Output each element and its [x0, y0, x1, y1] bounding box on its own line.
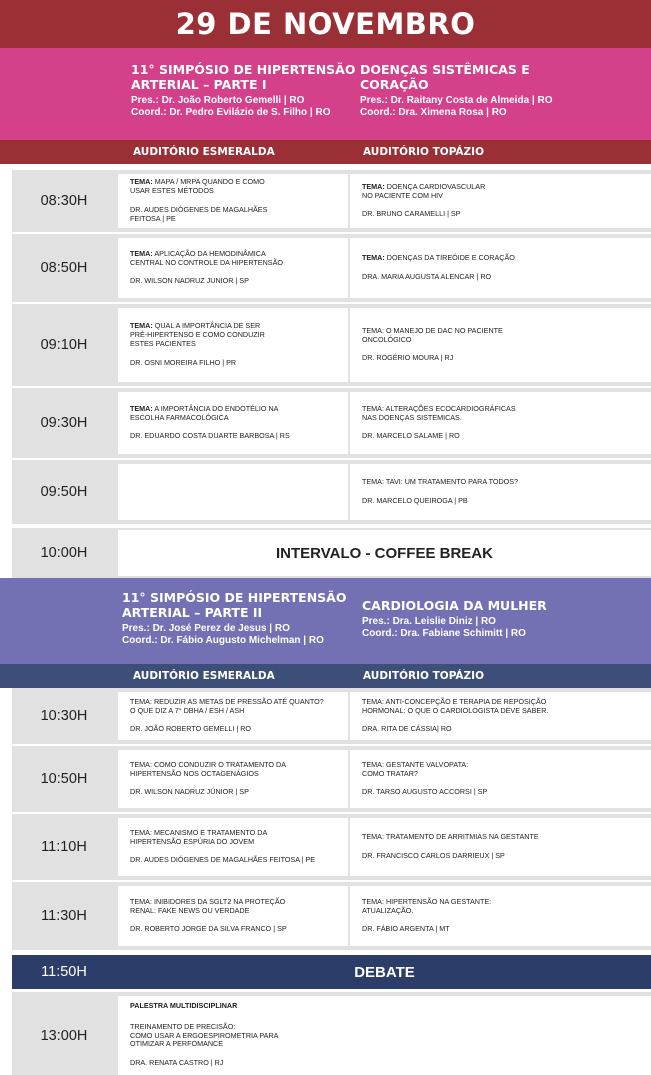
talk-cell-right: [350, 308, 651, 382]
session1-left-title-2: ARTERIAL – PARTE I: [131, 77, 267, 92]
tema-text: A IMPORTÂNCIA DO ENDOTÉLIO NA: [152, 403, 279, 413]
speaker: DR. AUDES DIÓGENES DE MAGALHÃES: [130, 205, 268, 214]
schedule-row-0830: [12, 170, 651, 232]
talk-cell-left-empty: [118, 464, 348, 520]
session2-band: [0, 578, 651, 664]
time-label: 13:00H: [40, 1027, 88, 1044]
tema-text: DOENÇA CARDIOVASCULAR: [384, 181, 486, 191]
talk-line-1: TREINAMENTO DE PRECISÃO:: [130, 1021, 236, 1031]
time-label: 10:50H: [40, 771, 88, 787]
tema-text-2: COMO TRATAR?: [362, 768, 418, 778]
aud-topazio-label: AUDITÓRIO TOPÁZIO: [363, 670, 485, 682]
session1-right-coord: Coord.: Dra. Ximena Rosa | RO: [360, 107, 507, 118]
speaker: DRA. RITA DE CÁSSIA| RO: [362, 724, 452, 734]
tema-text-2: RENAL: FAKE NEWS OU VERDADE: [130, 905, 250, 915]
tema-text-2: CENTRAL NO CONTROLE DA HIPERTENSÃO: [130, 257, 283, 267]
date-header: 29 DE NOVEMBRO: [0, 0, 651, 48]
schedule-row-1130: [12, 882, 651, 950]
session2-left-pres: Pres.: Dr. José Perez de Jesus | RO: [122, 623, 290, 634]
tema-text: TEMA: REDUZIR AS METAS DE PRESSÃO ATÉ QUANTO?: [130, 696, 324, 706]
coffee-break-label: INTERVALO - COFFEE BREAK: [118, 530, 651, 576]
coffee-break-row: [12, 528, 651, 578]
talk-line-2: COMO USAR A ERGOESPIROMETRIA PARA: [130, 1030, 279, 1040]
tema-text: TEMA: TAVI: UM TRATAMENTO PARA TODOS?: [362, 477, 519, 487]
speaker: DR. WILSON NADRUZ JÚNIOR | SP: [130, 787, 249, 797]
time-label: 10:30H: [40, 708, 88, 724]
talk-cell-right: [350, 818, 651, 876]
tema-text: TEMA: TRATAMENTO DE ARRITMIAS NA GESTANTE: [362, 832, 539, 842]
talk-cell-left: [118, 174, 348, 228]
tema-text: APLICAÇÃO DA HEMODINÂMICA: [152, 248, 266, 258]
tema-label: TEMA:: [130, 403, 153, 413]
time-label: 09:10H: [40, 337, 88, 353]
talk-cell-right: [350, 174, 651, 228]
speaker: DR. MARCELO QUEIROGA | PB: [362, 496, 468, 505]
tema-text-3: ESTES PACIENTES: [130, 339, 196, 348]
tema-text-2: ONCOLÓGICO: [362, 334, 412, 344]
tema-text: DOENÇAS DA TIREÓIDE E CORAÇÃO: [384, 253, 515, 263]
speaker: DR. FRANCISCO CARLOS DARRIEUX | SP: [362, 851, 505, 860]
session1-left-coord: Coord.: Dr. Pedro Evilázio de S. Filho | RO: [131, 107, 331, 118]
tema-label: TEMA:: [130, 177, 153, 187]
session1-right-title-2: CORAÇÃO: [360, 77, 429, 92]
tema-text: TEMA: COMO CONDUZIR O TRATAMENTO DA: [130, 759, 286, 769]
schedule-row-1030: [12, 688, 651, 744]
tema-text: QUAL A IMPORTÂNCIA DE SER: [152, 321, 261, 331]
debate-row: [12, 955, 651, 989]
talk-cell-left: [118, 692, 348, 740]
tema-text: TEMA: MECANISMO E TRATAMENTO DA: [130, 827, 268, 837]
schedule-row-1110: [12, 814, 651, 880]
session2-right-title-1: CARDIOLOGIA DA MULHER: [362, 598, 547, 613]
tema-text: TEMA: INIBIDORES DA SGLT2 NA PROTEÇÃO: [130, 896, 286, 906]
aud-esmeralda-label: AUDITÓRIO ESMERALDA: [133, 670, 275, 682]
tema-text: TEMA: ALTERAÇÕES ECOCARDIOGRÁFICAS: [362, 403, 516, 413]
session2-right: [362, 598, 547, 640]
talk-cell-left: [118, 392, 348, 454]
talk-cell-left: [118, 886, 348, 946]
tema-text: TEMA: HIPERTENSÃO NA GESTANTE:: [362, 896, 492, 906]
session1-auditorium-bar: [0, 140, 651, 164]
speaker: DRA. MARIA AUGUSTA ALENCAR | RO: [362, 272, 492, 281]
talk-line-3: OTIMIZAR A PERFOMANCE: [130, 1039, 224, 1049]
speaker: DR. AUDES DIÓGENES DE MAGALHÃES FEITOSA | PE: [130, 855, 316, 865]
speaker: DR. ROBERTO JORGE DA SILVA FRANCO | SP: [130, 924, 287, 934]
time-label: 09:50H: [40, 484, 88, 500]
schedule-row-0950: [12, 460, 651, 524]
session2-left-title-2: ARTERIAL – PARTE II: [122, 605, 263, 620]
session2-left-coord: Coord.: Dr. Fábio Augusto Michelman | RO: [122, 635, 324, 646]
tema-text: TEMA: O MANEJO DE DAC NO PACIENTE: [362, 325, 503, 335]
session2-left-title-1: 11° SIMPÓSIO DE HIPERTENSÃO: [122, 590, 347, 605]
tema-text-2: HIPERTENSÃO ESPÚRIA DO JOVEM: [130, 836, 255, 846]
speaker: DR. MARCELO SALAME | RO: [362, 431, 460, 441]
speaker: DR. WILSON NADRUZ JUNIOR | SP: [130, 276, 249, 286]
tema-text-2: PRÉ-HIPERTENSO E COMO CONDUZIR: [130, 330, 265, 340]
palestra-heading: PALESTRA MULTIDISCIPLINAR: [130, 1001, 238, 1010]
speaker: DR. OSNI MOREIRA FILHO | PR: [130, 357, 237, 367]
speaker: DR. TARSO AUGUSTO ACCORSI | SP: [362, 787, 488, 797]
talk-cell-multidisciplinar: [118, 996, 651, 1075]
tema-text-2: NO PACIENTE COM HIV: [362, 190, 443, 200]
session1-left-pres: Pres.: Dr. João Roberto Gemelli | RO: [131, 95, 305, 106]
tema-text: TEMA: GESTANTE VALVOPATA:: [362, 759, 469, 769]
session2-auditorium-bar: [0, 664, 651, 688]
tema-text-2: ATUALIZAÇÃO.: [362, 905, 414, 915]
speaker: DRA. RENATA CASTRO | RJ: [130, 1058, 224, 1068]
tema-text-2: ESCOLHA FARMACOLÓGICA: [130, 412, 229, 422]
time-label: 08:30H: [40, 193, 88, 209]
talk-cell-left: [118, 750, 348, 808]
talk-cell-left: [118, 238, 348, 298]
talk-cell-right: [350, 750, 651, 808]
time-label: 11:30H: [41, 908, 87, 924]
session1-right-pres: Pres.: Dr. Raitany Costa de Almeida | RO: [360, 95, 553, 106]
session1-right: [360, 62, 553, 119]
time-label: 08:50H: [40, 260, 88, 276]
schedule-row-0930: [12, 388, 651, 458]
schedule-row-1050: [12, 746, 651, 812]
session1-right-title-1: DOENÇAS SISTÊMICAS E: [360, 62, 530, 77]
speaker: DR. EDUARDO COSTA DUARTE BARBOSA | RS: [130, 431, 290, 441]
tema-text-2: NAS DOENÇAS SISTEMICAS.: [362, 412, 462, 422]
speaker: DR. ROGÉRIO MOURA | RJ: [362, 353, 454, 363]
aud-esmeralda-label: AUDITÓRIO ESMERALDA: [133, 146, 275, 158]
talk-cell-right: [350, 886, 651, 946]
aud-topazio-label: AUDITÓRIO TOPÁZIO: [363, 146, 485, 158]
tema-text: MAPA / MRPA QUANDO E COMO: [152, 177, 265, 187]
tema-text-2: HORMONAL: O QUE O CARDIOLOGISTA DEVE SABER.: [362, 705, 549, 715]
talk-cell-left: [118, 818, 348, 876]
session1-left: [131, 62, 355, 119]
time-label: 11:10H: [41, 839, 87, 855]
schedule-row-1300: [12, 992, 651, 1075]
schedule-row-0910: [12, 304, 651, 386]
speaker: DR. BRUNO CARAMELLI | SP: [362, 209, 461, 219]
talk-cell-right: [350, 392, 651, 454]
speaker: DR. JOÃO ROBERTO GEMELLI | RO: [130, 724, 252, 734]
tema-text-2: O QUE DIZ A 7° DBHA / ESH / ASH: [130, 705, 245, 715]
speaker-2: FEITOSA | PE: [130, 213, 176, 223]
tema-label: TEMA:: [362, 253, 385, 263]
tema-label: TEMA:: [362, 181, 385, 191]
time-label: 09:30H: [40, 415, 88, 431]
tema-label: TEMA:: [130, 321, 153, 331]
talk-cell-left: [118, 308, 348, 382]
time-label: 11:50H: [41, 964, 87, 980]
debate-label: DEBATE: [354, 963, 415, 981]
talk-cell-right: [350, 238, 651, 298]
tema-text-2: USAR ESTES MÉTODOS: [130, 186, 214, 196]
talk-cell-right: [350, 692, 651, 740]
session2-right-coord: Coord.: Dra. Fabiane Schimitt | RO: [362, 628, 526, 639]
session1-band: [0, 48, 651, 140]
speaker: DR. FÁBIO ARGENTA | MT: [362, 924, 450, 934]
time-label: 10:00H: [40, 545, 88, 561]
tema-text-2: HIPERTENSÃO NOS OCTAGENÁGIOS: [130, 768, 259, 778]
talk-cell-right: [350, 464, 651, 520]
session2-left: [122, 590, 346, 647]
schedule-row-0850: [12, 234, 651, 302]
session1-left-title-1: 11° SIMPÓSIO DE HIPERTENSÃO: [131, 62, 356, 77]
session2-right-pres: Pres.: Dra. Leislie Diniz | RO: [362, 616, 496, 627]
tema-text: TEMA: ANTI-CONCEPÇÃO E TERAPIA DE REPOSIÇÃO: [362, 696, 547, 706]
tema-label: TEMA:: [130, 248, 153, 258]
